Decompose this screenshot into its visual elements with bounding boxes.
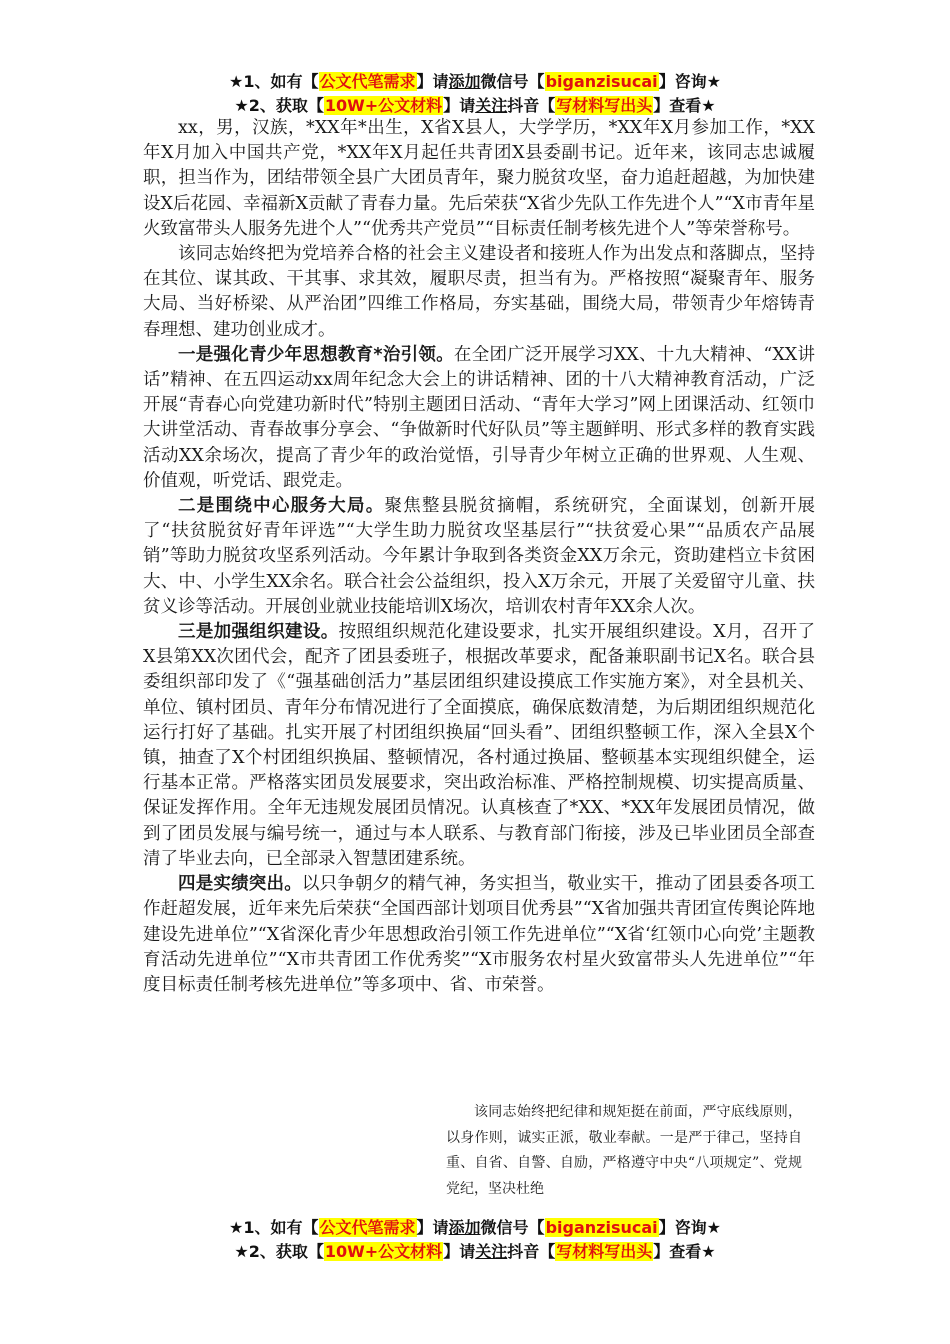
- point-2-heading: 二是围绕中心服务大局。: [178, 496, 385, 517]
- highlight-douyin: 写材料写出头: [556, 1242, 653, 1261]
- highlight-materials: 10W+公文材料: [324, 1242, 443, 1261]
- highlight-service: 公文代笔需求: [319, 72, 416, 91]
- paragraph-point-4: 四是实绩突出。以只争朝夕的精气神，务实担当，敬业实干，推动了团县委各项工作赶超发展，近年来先后荣获“全国西部计划项目优秀县”“X省加强共青团宣传舆论阵地建设先进单位”“X省深化青少年思想政治引领工作先进单位”“X省‘红领巾心向党’主题教育活动先进单位”“X市共青团工作优秀奖”“X市服务农村星火致富带头人先进单位”“年度目标责任制考核先进单位”等多项中、省、市荣誉。: [143, 874, 816, 995]
- highlight-service: 公文代笔需求: [319, 1218, 416, 1237]
- promo-banner-top-line-1: ★1、如有【公文代笔需求】请添加微信号【biganzisucai】咨询★: [229, 72, 721, 91]
- point-4-heading: 四是实绩突出。: [178, 874, 302, 895]
- highlight-wechat-id: biganzisucai: [545, 1218, 658, 1237]
- paragraph-point-3: 三是加强组织建设。按照组织规范化建设要求，扎实开展组织建设。X月，召开了X县第XX次团代会，配齐了团县委班子，根据改革要求，配备兼职副书记X名。联合县委组织部印发了《“强基础创活力”基层团组织建设摸底工作实施方案》，对全县机关、单位、镇村团员、青年分布情况进行了全面摸底，确保底数清楚，为后期团组织规范化运行打好了基础。扎实开展了村团组织换届“回头看”、团组织整顿工作，深入全县X个镇，抽查了X个村团组织换届、整顿情况，各村通过换届、整顿基本实现组织健全，运行基本正常。严格落实团员发展要求，突出政治标准、严格控制规模、切实提高质量、保证发挥作用。全年无违规发展团员情况。认真核查了*XX、*XX年发展团员情况，做到了团员发展与编号统一，通过与本人联系、与教育部门衔接，涉及已毕业团员全部查清了毕业去向，已全部录入智慧团建系统。: [143, 622, 815, 869]
- highlight-douyin: 写材料写出头: [556, 96, 653, 115]
- highlight-materials: 10W+公文材料: [324, 96, 443, 115]
- promo-banner-bottom-line-1: ★1、如有【公文代笔需求】请添加微信号【biganzisucai】咨询★: [229, 1218, 721, 1237]
- paragraph-point-2: 二是围绕中心服务大局。聚焦整县脱贫摘帽，系统研究，全面谋划，创新开展了“扶贫脱贫好青年评选”“大学生助力脱贫攻坚基层行”“扶贫爱心果”“品质农产品展销”等助力脱贫攻坚系列活动。今年累计争取到各类资金XX万余元，资助建档立卡贫困大、中、小学生XX余名。联合社会公益组织，投入X万余元，开展了关爱留守儿童、扶贫义诊等活动。开展创业就业技能培训X场次，培训农村青年XX余人次。: [143, 496, 815, 617]
- point-1-heading: 一是强化青少年思想教育*治引领。: [178, 344, 454, 365]
- side-note-paragraph: 该同志始终把纪律和规矩挺在前面，严守底线原则，以身作则，诚实正派，敬业奉献。一是严于律己，坚持自重、自省、自警、自励，严格遵守中央“八项规定”、党规党纪，坚决杜绝: [446, 1104, 802, 1197]
- promo-banner-top-line-2: ★2、获取【10W+公文材料】请关注抖音【写材料写出头】查看★: [234, 96, 716, 115]
- promo-banner-bottom-line-2: ★2、获取【10W+公文材料】请关注抖音【写材料写出头】查看★: [234, 1242, 716, 1261]
- side-note-block: [446, 1100, 802, 1202]
- paragraph-point-1: 一是强化青少年思想教育*治引领。在全团广泛开展学习XX、十九大精神、“XX讲话”精神、在五四运动xx周年纪念大会上的讲话精神、团的十八大精神教育活动，广泛开展“青春心向党建功新时代”特别主题团日活动、“青年大学习”网上团课活动、红领巾大讲堂活动、青春故事分享会、“争做新时代好队员”等主题鲜明、形式多样的教育实践活动XX余场次，提高了青少年的政治觉悟，引导青少年树立正确的世界观、人生观、价值观，听党话、跟党走。: [143, 344, 815, 491]
- highlight-wechat-id: biganzisucai: [545, 72, 658, 91]
- paragraph-intro: xx，男，汉族，*XX年*出生，X省X县人，大学学历，*XX年X月参加工作，*XX年X月加入中国共产党，*XX年X月起任共青团X县委副书记。近年来，该同志忠诚履职，担当作为，团结带领全县广大团员青年，聚力脱贫攻坚，奋力追赶超越，为加快建设X后花园、幸福新X贡献了青春力量。先后荣获“X省少先队工作先进个人”“X市青年星火致富带头人服务先进个人”“优秀共产党员”“目标责任制考核先进个人”等荣誉称号。: [143, 118, 815, 239]
- point-3-heading: 三是加强组织建设。: [178, 622, 339, 643]
- paragraph-overview: 该同志始终把为党培养合格的社会主义建设者和接班人作为出发点和落脚点，坚持在其位、谋其政、干其事、求其效，履职尽责，担当有为。严格按照“凝聚青年、服务大局、当好桥梁、从严治团”四维工作格局，夯实基础，围绕大局，带领青少年熔铸青春理想、建功创业成才。: [143, 244, 815, 340]
- document-body: [143, 116, 815, 998]
